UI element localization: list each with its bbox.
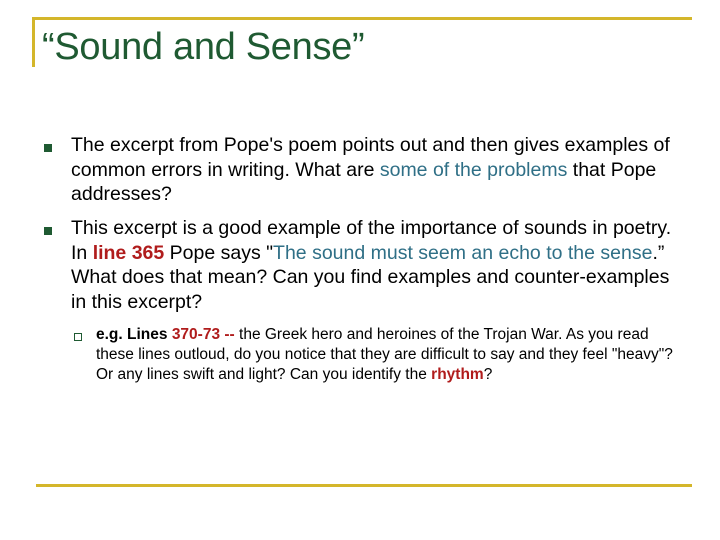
- bullet-marker: [44, 227, 52, 235]
- sub-bullet-text: [96, 325, 686, 385]
- bullet-1-highlight: some of the problems: [379, 158, 568, 181]
- bullet-2-text-a: This excerpt is a good example of the importance of sounds in poetry. In: [71, 217, 672, 264]
- slide-title: “Sound and Sense”: [42, 26, 365, 68]
- sub-bullet-lines-ref: 370-73 --: [171, 326, 235, 343]
- bullet-2-line-ref: line 365: [92, 241, 165, 264]
- bottom-rule: [36, 484, 692, 487]
- bullet-text-1: [71, 133, 683, 207]
- bullet-text-2: [71, 216, 683, 314]
- bullet-2-quote: The sound must seem an echo to the sense: [273, 241, 653, 264]
- bullet-2-text-c: Pope says ": [164, 241, 274, 264]
- sub-bullet-marker: [74, 333, 82, 341]
- sub-bullet-text-a: e.g. Lines: [96, 326, 172, 343]
- left-rule: [32, 17, 35, 67]
- bullet-1-text-c: that Pope addresses?: [71, 158, 657, 205]
- bullet-1-text-a: The excerpt from Pope's poem points out and then gives examples of common errors in writing. What are: [71, 134, 670, 181]
- sub-bullet-text-e: ?: [483, 366, 493, 383]
- sub-bullet-rhythm: rhythm: [431, 366, 484, 383]
- sub-bullet-text-c: the Greek hero and heroines of the Trojan War. As you read these lines outloud, do you notice that they are difficult to say and they feel "heavy"? Or any lines swift and light? Can you identify the: [96, 326, 673, 383]
- bullet-marker: [44, 144, 52, 152]
- bullet-2-text-e: .” What does that mean? Can you find examples and counter-examples in this excerpt?: [71, 241, 670, 313]
- top-rule: [32, 17, 692, 20]
